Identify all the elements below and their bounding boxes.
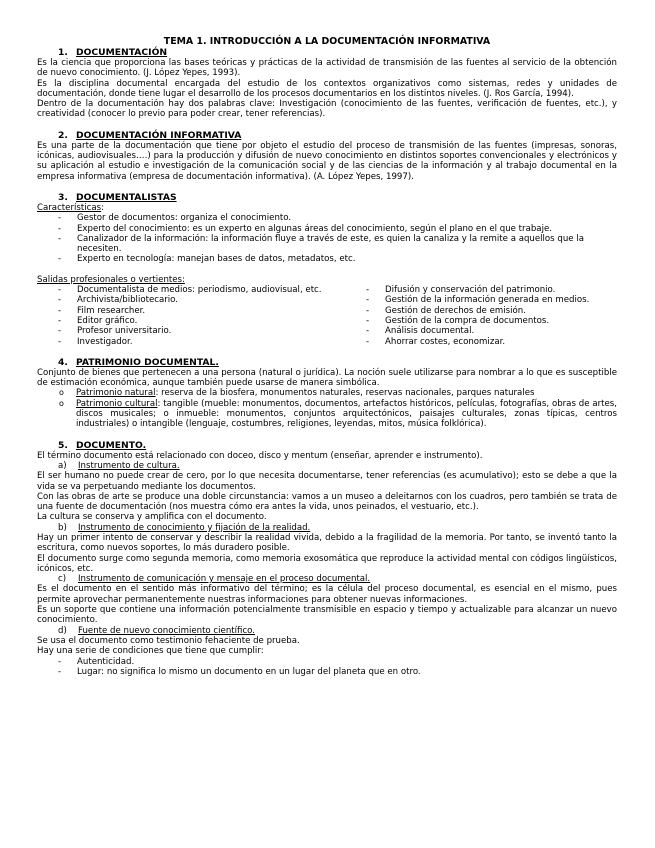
paragraph: Es una parte de la documentación que tiene por objeto el estudio del proceso de transmisión de las fuentes (impresas, sonoras, icónicas, audiovisuales….) para la producción y difusión de nuevo conocimiento en distintos soportes convencionales y electrónicos y su aplicación al estudio e investigación de la comunicación social y de las ciencias de la información y al trabajo documental en la empresa informativa (empresa de documentación informativa). (A. López Yepes, 1997). — [37, 140, 617, 182]
spacer — [37, 430, 617, 440]
subsection-d-heading: d) Fuente de nuevo conocimiento científico. — [58, 625, 256, 636]
spacer — [37, 265, 617, 275]
paragraph: Es un soporte que contiene una información potencialmente transmisible en espacio y tiempo y actualizable para alcanzar un nuevo conocimiento. — [37, 605, 617, 626]
section-1-heading — [58, 47, 617, 58]
paragraph: Conjunto de bienes que pertenecen a una persona (natural o jurídica). La noción suele utilizarse para nombrar a lo que es susceptible de estimación económica, aunque también puede usarse de manera simbólica. — [37, 367, 617, 389]
subsection-c-heading: c) Instrumento de comunicación y mensaje en el proceso documental. — [58, 574, 371, 585]
section-title: DOCUMENTALISTAS — [76, 191, 177, 203]
list-item: - Archivista/bibliotecario. — [37, 295, 365, 305]
characteristics-list — [37, 213, 617, 264]
paragraph: Dentro de la documentación hay dos palabras clave: Investigación (conocimiento de las fuentes, verificación de fuentes, etc.), y creatividad (conocer lo previo para poder crear, tener referencias). — [37, 99, 617, 120]
section-2-heading — [58, 130, 617, 141]
document-title: TEMA 1. INTRODUCCIÓN A LA DOCUMENTACIÓN INFORMATIVA — [163, 36, 491, 47]
subsection-a-heading: a) Instrumento de cultura. — [58, 460, 180, 471]
list-item: - Experto del conocimiento: es un experto en algunas áreas del conocimiento, según el plano en el que trabaje. — [37, 224, 617, 234]
list-item: o Patrimonio natural: reserva de la biosfera, monumentos naturales, reservas nacionales, parques naturales — [37, 388, 617, 398]
list-item: - Gestor de documentos: organiza el conocimiento. — [37, 213, 617, 223]
section-number: 4. — [58, 356, 68, 368]
list-item: - Autenticidad. — [37, 657, 617, 667]
characteristics-label: Características: — [37, 202, 104, 213]
section-5-heading — [58, 440, 617, 451]
paragraph: Es la ciencia que proporciona las bases teóricas y prácticas de la actividad de transmisión de las fuentes al servicio de la obtención de nuevo conocimiento. (J. López Yepes, 1993). — [37, 58, 617, 79]
list-item: - Gestión de la información generada en medios. — [365, 295, 617, 305]
section-4-heading — [58, 357, 617, 368]
list-item: - Film researcher. — [37, 306, 365, 316]
section-number: 3. — [58, 191, 68, 203]
spacer — [37, 182, 617, 192]
paragraph: Hay una serie de condiciones que tiene que cumplir: — [37, 646, 264, 657]
paragraph: Es la disciplina documental encargada del estudio de los contextos organizativos como sistemas, redes y unidades de documentación, donde tiene lugar el desarrollo de los procesos documentarios en los distintos niveles. (J. Ros García, 1994). — [37, 78, 617, 99]
paragraph: El término documento está relacionado con doceo, disco y mentum (enseñar, aprender e instrumento). — [37, 450, 483, 461]
list-item: - Documentalista de medios: periodismo, audiovisual, etc. — [37, 285, 365, 295]
list-item: - Investigador. — [37, 337, 365, 347]
list-item: - Editor gráfico. — [37, 316, 365, 326]
list-item: - Profesor universitario. — [37, 326, 365, 336]
list-item: - Gestión de la compra de documentos. — [365, 316, 617, 326]
section-number: 5. — [58, 439, 68, 451]
subsection-b-heading: b) Instrumento de conocimiento y fijación de la realidad. — [58, 522, 311, 533]
section-title: DOCUMENTO. — [76, 439, 147, 451]
salidas-right-column — [365, 285, 617, 347]
conditions-list — [37, 657, 617, 678]
section-number: 2. — [58, 129, 68, 141]
section-number: 1. — [58, 47, 68, 58]
section-title: DOCUMENTACIÓN — [76, 47, 168, 58]
spacer — [37, 120, 617, 130]
list-item: - Análisis documental. — [365, 326, 617, 336]
paragraph: Con las obras de arte se produce una doble circunstancia: vamos a un museo a deleitarnos con los cuadros, pero también se trata de una fuente de documentación (nos muestra cómo era antes la vida, unos peinados, el vestuario, etc.). — [37, 491, 617, 513]
list-item: - Ahorrar costes, economizar. — [365, 337, 617, 347]
document-page — [37, 36, 617, 677]
list-item: o Patrimonio cultural: tangible (mueble: monumentos, documentos, artefactos históricos, películas, fotografías, obras de artes, discos musicales; o inmueble: monumentos, conjuntos arquitectónicos, paisajes culturales, zonas típicas, centros industriales) o intangible (lenguaje, costumbres, religiones, leyendas, mitos, música folklórica). — [37, 399, 617, 430]
list-item: - Experto en tecnología: manejan bases de datos, metadatos, etc. — [37, 254, 617, 264]
paragraph: Hay un primer intento de conservar y describir la realidad vivida, debido a la fragilidad de la memoria. Por tanto, se inventó tanto la escritura, como nuevos soportes, lo más duradero posible. — [37, 532, 617, 554]
section-title: PATRIMONIO DOCUMENTAL. — [76, 356, 219, 368]
section-3-heading — [58, 192, 617, 203]
salidas-label: Salidas profesionales o vertientes: — [37, 274, 185, 285]
paragraph: El documento surge como segunda memoria, como memoria exosomática que reproduce la actividad mental con códigos lingüísticos, icónicos, etc. — [37, 553, 617, 574]
list-item: - Canalizador de la información: la información fluye a través de este, es quien la canaliza y la remite a aquellos que la necesiten. — [37, 234, 617, 255]
section-title: DOCUMENTACIÓN INFORMATIVA — [76, 129, 242, 141]
list-item: - Difusión y conservación del patrimonio. — [365, 285, 617, 295]
salidas-columns — [37, 285, 617, 347]
spacer — [37, 347, 617, 357]
list-item: - Lugar: no significa lo mismo un documento en un lugar del planeta que en otro. — [37, 667, 617, 677]
paragraph: La cultura se conserva y amplifica con el documento. — [37, 512, 267, 523]
paragraph: Se usa el documento como testimonio fehaciente de prueba. — [37, 635, 300, 646]
paragraph: Es el documento en el sentido más informativo del término; es la célula del proceso documental, es esencial en el mismo, pues permite aprovechar permanentemente nuestras informaciones para obtener nuevas informaciones. — [37, 584, 617, 605]
paragraph: El ser humano no puede crear de cero, por lo que necesita documentarse, tener referencias (es acumulativo); esto se debe a que la vida se va perpetuando mediante los documentos. — [37, 471, 617, 492]
salidas-left-column — [37, 285, 365, 347]
patrimonio-list — [37, 388, 617, 429]
list-item: - Gestión de derechos de emisión. — [365, 306, 617, 316]
